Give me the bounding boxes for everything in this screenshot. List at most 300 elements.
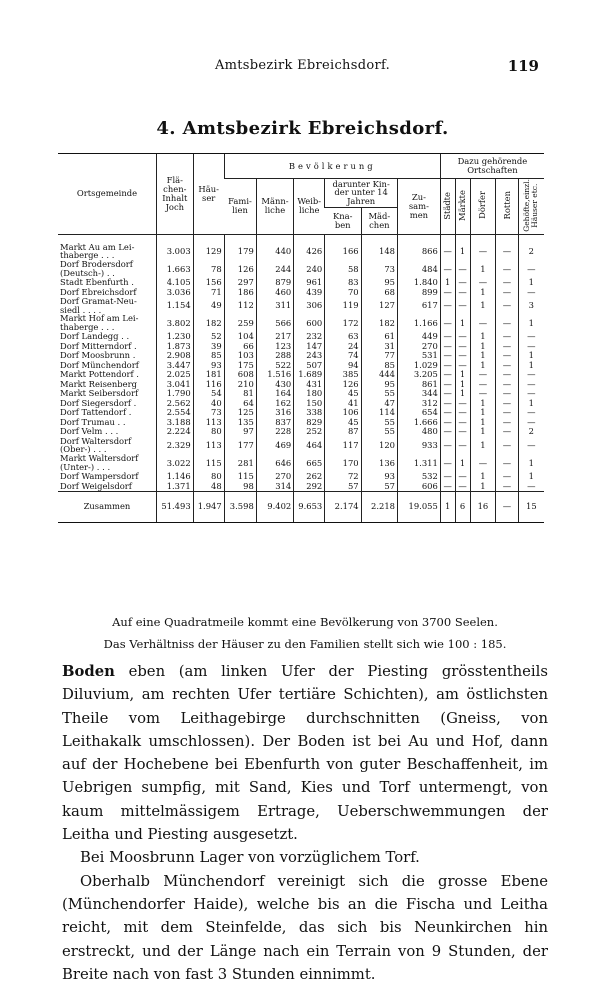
cell-maennl: 164 — [256, 389, 293, 399]
cell-ortsgemeinde: Dorf Trumau . . — [60, 416, 126, 427]
cell-maerkte: 1 — [455, 389, 470, 399]
cell-maerkte: 6 — [455, 491, 470, 522]
cell-rotten: — — [496, 260, 518, 278]
cell-knaben: 41 — [325, 399, 361, 409]
cell-weibl: 464 — [294, 437, 325, 455]
cell-zusammen: 1.666 — [398, 418, 441, 428]
cell-gehoefte: 1 — [518, 472, 544, 482]
cell-staedte: — — [440, 361, 455, 371]
header-doerfer: Dörfer — [470, 179, 496, 235]
cell-zusammen: 933 — [398, 437, 441, 455]
cell-haeuser: 71 — [193, 287, 224, 297]
cell-maennl: 9.402 — [256, 491, 293, 522]
cell-haeuser: 85 — [193, 351, 224, 361]
cell-flaeche: 1.146 — [156, 472, 193, 482]
cell-staedte: 1 — [440, 491, 455, 522]
cell-familien: 297 — [224, 278, 256, 288]
cell-haeuser: 182 — [193, 314, 224, 332]
cell-haeuser: 39 — [193, 342, 224, 352]
cell-maedchen: 77 — [361, 351, 397, 361]
cell-flaeche: 1.230 — [156, 332, 193, 342]
cell-zusammen: 617 — [398, 297, 441, 315]
cell-ortsgemeinde: Dorf Landegg . . — [60, 331, 130, 342]
table-row — [58, 418, 544, 428]
boden-keyword: Boden — [62, 663, 115, 680]
cell-weibl: 507 — [294, 361, 325, 371]
cell-maedchen: 61 — [361, 332, 397, 342]
cell-gehoefte: — — [518, 380, 544, 390]
cell-gehoefte: 1 — [518, 278, 544, 288]
cell-knaben: 45 — [325, 418, 361, 428]
cell-doerfer: 16 — [470, 491, 496, 522]
cell-zusammen: 866 — [398, 234, 441, 260]
cell-haeuser: 1.947 — [193, 491, 224, 522]
cell-staedte: — — [440, 287, 455, 297]
cell-familien: 98 — [224, 481, 256, 491]
cell-flaeche: 2.908 — [156, 351, 193, 361]
cell-maennl: 217 — [256, 332, 293, 342]
cell-flaeche: 1.371 — [156, 481, 193, 491]
cell-familien: 104 — [224, 332, 256, 342]
cell-knaben: 106 — [325, 408, 361, 418]
cell-knaben: 87 — [325, 427, 361, 437]
cell-maennl: 316 — [256, 408, 293, 418]
cell-ortsgemeinde: Zusammen — [58, 491, 156, 522]
cell-staedte: — — [440, 389, 455, 399]
cell-gehoefte: 1 — [518, 351, 544, 361]
cell-staedte: — — [440, 342, 455, 352]
cell-zusammen: 3.205 — [398, 370, 441, 380]
cell-doerfer: — — [470, 389, 496, 399]
cell-weibl: 240 — [294, 260, 325, 278]
cell-knaben: 70 — [325, 287, 361, 297]
cell-maennl: 314 — [256, 481, 293, 491]
cell-ortsgemeinde: Dorf Waltersdorf (Ober-) . . . — [60, 435, 132, 455]
cell-weibl: 439 — [294, 287, 325, 297]
cell-familien: 64 — [224, 399, 256, 409]
header-darunter: darunter Kin- der unter 14 Jahren — [325, 179, 398, 208]
cell-rotten: — — [496, 287, 518, 297]
cell-haeuser: 115 — [193, 454, 224, 472]
cell-ortsgemeinde: Stadt Ebenfurth . — [60, 277, 134, 288]
cell-zusammen: 654 — [398, 408, 441, 418]
cell-rotten: — — [496, 351, 518, 361]
cell-zusammen: 899 — [398, 287, 441, 297]
cell-maedchen: 136 — [361, 454, 397, 472]
cell-weibl: 600 — [294, 314, 325, 332]
cell-rotten: — — [496, 491, 518, 522]
cell-familien: 259 — [224, 314, 256, 332]
cell-gehoefte: — — [518, 260, 544, 278]
cell-ortsgemeinde: Markt Seibersdorf — [60, 388, 139, 399]
table-row — [58, 278, 544, 288]
cell-staedte: 1 — [440, 278, 455, 288]
cell-gehoefte: — — [518, 481, 544, 491]
note-ratio: Das Verhältniss der Häuser zu den Familien stellt sich wie 100 : 185. — [103, 637, 507, 651]
cell-maerkte: 1 — [455, 454, 470, 472]
cell-doerfer: — — [470, 314, 496, 332]
cell-maedchen: 182 — [361, 314, 397, 332]
table-row — [58, 454, 544, 472]
cell-gehoefte: — — [518, 332, 544, 342]
cell-knaben: 126 — [325, 380, 361, 390]
cell-zusammen: 312 — [398, 399, 441, 409]
cell-zusammen: 531 — [398, 351, 441, 361]
cell-ortsgemeinde: Dorf Mitterndorf . — [60, 340, 137, 351]
running-header — [0, 58, 605, 78]
cell-staedte: — — [440, 370, 455, 380]
header-zusammen: Zu- sam- men — [398, 179, 441, 235]
cell-knaben: 119 — [325, 297, 361, 315]
cell-staedte: — — [440, 437, 455, 455]
cell-rotten: — — [496, 389, 518, 399]
cell-knaben: 2.174 — [325, 491, 361, 522]
cell-ortsgemeinde: Dorf Weigelsdorf — [60, 480, 132, 491]
cell-knaben: 94 — [325, 361, 361, 371]
cell-maerkte: — — [455, 342, 470, 352]
cell-maedchen: 55 — [361, 389, 397, 399]
cell-weibl: 243 — [294, 351, 325, 361]
cell-maerkte: — — [455, 260, 470, 278]
cell-maerkte: — — [455, 437, 470, 455]
cell-maerkte: — — [455, 427, 470, 437]
cell-weibl: 9.653 — [294, 491, 325, 522]
cell-haeuser: 80 — [193, 472, 224, 482]
cell-weibl: 338 — [294, 408, 325, 418]
cell-weibl: 232 — [294, 332, 325, 342]
cell-knaben: 172 — [325, 314, 361, 332]
cell-ortsgemeinde: Dorf Ebreichsdorf — [60, 286, 137, 297]
cell-maedchen: 95 — [361, 278, 397, 288]
cell-zusammen: 861 — [398, 380, 441, 390]
cell-flaeche: 1.154 — [156, 297, 193, 315]
cell-gehoefte: 1 — [518, 361, 544, 371]
cell-zusammen: 1.311 — [398, 454, 441, 472]
table-row — [58, 234, 544, 260]
cell-maennl: 522 — [256, 361, 293, 371]
cell-ortsgemeinde: Dorf Brodersdorf (Deutsch-) . . — [60, 259, 133, 279]
cell-familien: 66 — [224, 342, 256, 352]
cell-haeuser: 129 — [193, 234, 224, 260]
cell-maennl: 469 — [256, 437, 293, 455]
cell-flaeche: 3.003 — [156, 234, 193, 260]
table-row — [58, 408, 544, 418]
header-ortsgemeinde: Ortsgemeinde — [58, 154, 156, 235]
cell-rotten: — — [496, 234, 518, 260]
cell-knaben: 170 — [325, 454, 361, 472]
cell-maerkte: — — [455, 297, 470, 315]
table-row — [58, 297, 544, 315]
cell-rotten: — — [496, 437, 518, 455]
cell-weibl: 665 — [294, 454, 325, 472]
cell-flaeche: 3.447 — [156, 361, 193, 371]
cell-gehoefte: 1 — [518, 314, 544, 332]
cell-familien: 608 — [224, 370, 256, 380]
cell-maedchen: 68 — [361, 287, 397, 297]
cell-zusammen: 1.840 — [398, 278, 441, 288]
cell-ortsgemeinde: Markt Waltersdorf (Unter-) . . . — [60, 453, 139, 473]
paragraph-torf: Bei Moosbrunn Lager von vorzüglichem Torf. — [80, 849, 420, 867]
cell-gehoefte: 1 — [518, 399, 544, 409]
cell-familien: 126 — [224, 260, 256, 278]
cell-ortsgemeinde: Markt Hof am Lei- thaberge . . . — [60, 313, 139, 333]
cell-maedchen: 148 — [361, 234, 397, 260]
cell-familien: 125 — [224, 408, 256, 418]
cell-ortsgemeinde: Dorf Tattendorf . — [60, 407, 132, 418]
cell-gehoefte: — — [518, 370, 544, 380]
cell-familien: 112 — [224, 297, 256, 315]
cell-haeuser: 181 — [193, 370, 224, 380]
cell-weibl: 252 — [294, 427, 325, 437]
cell-gehoefte: — — [518, 408, 544, 418]
cell-maennl: 460 — [256, 287, 293, 297]
header-flaechen: Flä- chen- Inhalt Joch — [156, 154, 193, 235]
cell-staedte: — — [440, 332, 455, 342]
cell-maedchen: 93 — [361, 472, 397, 482]
cell-rotten: — — [496, 332, 518, 342]
cell-ortsgemeinde: Dorf Gramat-Neu- siedl . . . . — [60, 295, 137, 315]
cell-knaben: 72 — [325, 472, 361, 482]
cell-rotten: — — [496, 472, 518, 482]
cell-weibl: 180 — [294, 389, 325, 399]
cell-maerkte: — — [455, 351, 470, 361]
cell-doerfer: — — [470, 380, 496, 390]
cell-maennl: 123 — [256, 342, 293, 352]
cell-maedchen: 95 — [361, 380, 397, 390]
cell-weibl: 1.689 — [294, 370, 325, 380]
cell-flaeche: 3.041 — [156, 380, 193, 390]
cell-zusammen: 1.029 — [398, 361, 441, 371]
cell-ortsgemeinde: Markt Pottendorf . — [60, 369, 139, 380]
cell-maennl: 228 — [256, 427, 293, 437]
cell-doerfer: 1 — [470, 437, 496, 455]
cell-flaeche: 2.025 — [156, 370, 193, 380]
cell-doerfer: — — [470, 234, 496, 260]
cell-weibl: 147 — [294, 342, 325, 352]
cell-haeuser: 116 — [193, 380, 224, 390]
cell-flaeche: 4.105 — [156, 278, 193, 288]
cell-doerfer: — — [470, 454, 496, 472]
cell-knaben: 57 — [325, 481, 361, 491]
cell-zusammen: 480 — [398, 427, 441, 437]
cell-rotten: — — [496, 427, 518, 437]
cell-maedchen: 120 — [361, 437, 397, 455]
cell-knaben: 45 — [325, 389, 361, 399]
cell-staedte: — — [440, 297, 455, 315]
cell-ortsgemeinde: Dorf Münchendorf — [60, 359, 139, 370]
cell-knaben: 58 — [325, 260, 361, 278]
cell-gehoefte: — — [518, 437, 544, 455]
cell-maennl: 646 — [256, 454, 293, 472]
cell-familien: 177 — [224, 437, 256, 455]
cell-staedte: — — [440, 472, 455, 482]
cell-maennl: 311 — [256, 297, 293, 315]
section-title: 4. Amtsbezirk Ebreichsdorf. — [156, 118, 449, 139]
cell-maennl: 270 — [256, 472, 293, 482]
cell-staedte: — — [440, 260, 455, 278]
cell-gehoefte: 15 — [518, 491, 544, 522]
cell-doerfer: — — [470, 370, 496, 380]
cell-rotten: — — [496, 342, 518, 352]
cell-flaeche: 51.493 — [156, 491, 193, 522]
cell-weibl: 292 — [294, 481, 325, 491]
cell-weibl: 150 — [294, 399, 325, 409]
cell-maennl: 288 — [256, 351, 293, 361]
cell-maedchen: 73 — [361, 260, 397, 278]
cell-maerkte: — — [455, 287, 470, 297]
cell-gehoefte: — — [518, 287, 544, 297]
cell-maerkte: 1 — [455, 370, 470, 380]
cell-maerkte: — — [455, 278, 470, 288]
table-row — [58, 437, 544, 455]
cell-ortsgemeinde: Dorf Wampersdorf — [60, 471, 139, 482]
cell-doerfer: 1 — [470, 472, 496, 482]
cell-zusammen: 484 — [398, 260, 441, 278]
cell-weibl: 262 — [294, 472, 325, 482]
cell-rotten: — — [496, 408, 518, 418]
cell-maennl: 244 — [256, 260, 293, 278]
cell-gehoefte: — — [518, 342, 544, 352]
header-weibliche: Weib- liche — [294, 179, 325, 235]
cell-familien: 103 — [224, 351, 256, 361]
paragraph-ebene: Oberhalb Münchendorf vereinigt sich die grosse Ebene (Münchendorfer Haide), welche bis an die Fischa und Leitha reicht, mit dem Steinfelde, das sich bis Neunkirchen hin erstreckt, und der Länge nach ein Terrain von 9 Stunden, der Breite nach von fast 3 Stunden einnimmt. — [62, 872, 548, 983]
cell-familien: 281 — [224, 454, 256, 472]
cell-doerfer: 1 — [470, 481, 496, 491]
cell-haeuser: 49 — [193, 297, 224, 315]
cell-familien: 210 — [224, 380, 256, 390]
cell-familien: 175 — [224, 361, 256, 371]
cell-staedte: — — [440, 314, 455, 332]
cell-maedchen: 114 — [361, 408, 397, 418]
cell-knaben: 385 — [325, 370, 361, 380]
cell-familien: 3.598 — [224, 491, 256, 522]
table-row — [58, 314, 544, 332]
cell-zusammen: 606 — [398, 481, 441, 491]
cell-maedchen: 85 — [361, 361, 397, 371]
note-density: Auf eine Quadratmeile kommt eine Bevölkerung von 3700 Seelen. — [112, 615, 498, 629]
cell-doerfer: 1 — [470, 361, 496, 371]
cell-gehoefte: 1 — [518, 454, 544, 472]
body-text — [62, 660, 548, 986]
cell-gehoefte: 2 — [518, 427, 544, 437]
cell-rotten: — — [496, 454, 518, 472]
cell-haeuser: 52 — [193, 332, 224, 342]
cell-staedte: — — [440, 481, 455, 491]
cell-zusammen: 532 — [398, 472, 441, 482]
header-maennliche: Männ- liche — [256, 179, 293, 235]
table-row — [58, 481, 544, 491]
cell-gehoefte: 2 — [518, 234, 544, 260]
cell-familien: 186 — [224, 287, 256, 297]
cell-haeuser: 113 — [193, 437, 224, 455]
cell-flaeche: 3.802 — [156, 314, 193, 332]
cell-rotten: — — [496, 399, 518, 409]
cell-doerfer: 1 — [470, 260, 496, 278]
cell-flaeche: 1.663 — [156, 260, 193, 278]
cell-doerfer: 1 — [470, 342, 496, 352]
cell-familien: 115 — [224, 472, 256, 482]
cell-maennl: 566 — [256, 314, 293, 332]
cell-weibl: 426 — [294, 234, 325, 260]
cell-flaeche: 1.790 — [156, 389, 193, 399]
cell-flaeche: 2.562 — [156, 399, 193, 409]
cell-knaben: 83 — [325, 278, 361, 288]
cell-haeuser: 40 — [193, 399, 224, 409]
cell-doerfer: 1 — [470, 351, 496, 361]
cell-rotten: — — [496, 380, 518, 390]
cell-staedte: — — [440, 427, 455, 437]
page-number: 119 — [507, 57, 539, 75]
header-maerkte: Märkte — [455, 179, 470, 235]
cell-haeuser: 54 — [193, 389, 224, 399]
cell-familien: 97 — [224, 427, 256, 437]
cell-haeuser: 73 — [193, 408, 224, 418]
cell-rotten: — — [496, 297, 518, 315]
cell-gehoefte: 3 — [518, 297, 544, 315]
cell-maerkte: 1 — [455, 234, 470, 260]
cell-familien: 81 — [224, 389, 256, 399]
cell-zusammen: 1.166 — [398, 314, 441, 332]
cell-ortsgemeinde: Dorf Velm . . . — [60, 426, 119, 437]
cell-zusammen: 270 — [398, 342, 441, 352]
paragraph-boden: Boden eben (am linken Ufer der Piesting grösstentheils Diluvium, am rechten Ufer tertiäre Schichten), am östlichsten Theile vom Leithagebirge durchschnitten (Gneiss, von Leithakalk umschlossen). Der Boden ist bei Au und Hof, dann auf der Hochebene bei Ebenfurth von guter Beschaffenheit, im Uebrigen sumpfig, mit Sand, Kies und Torf untermengt, von kaum mittelmässigem Ertrage, Ueberschwemmungen der Leitha und Piesting ausgesetzt. — [62, 663, 548, 844]
cell-doerfer: 1 — [470, 332, 496, 342]
cell-staedte: — — [440, 399, 455, 409]
cell-weibl: 306 — [294, 297, 325, 315]
total-row — [58, 491, 544, 522]
header-familien: Fami- lien — [224, 179, 256, 235]
cell-flaeche: 2.329 — [156, 437, 193, 455]
cell-haeuser: 80 — [193, 427, 224, 437]
cell-staedte: — — [440, 454, 455, 472]
cell-flaeche: 3.036 — [156, 287, 193, 297]
header-gehoefte: Gehöfte,einzl. Häuser etc. — [518, 179, 544, 235]
cell-haeuser: 48 — [193, 481, 224, 491]
cell-maerkte: 1 — [455, 380, 470, 390]
cell-maedchen: 55 — [361, 427, 397, 437]
cell-doerfer: 1 — [470, 427, 496, 437]
cell-ortsgemeinde: Markt Reisenberg — [60, 378, 137, 389]
cell-maennl: 162 — [256, 399, 293, 409]
cell-rotten: — — [496, 370, 518, 380]
cell-flaeche: 3.188 — [156, 418, 193, 428]
cell-familien: 179 — [224, 234, 256, 260]
header-rotten: Rotten — [496, 179, 518, 235]
cell-doerfer: 1 — [470, 287, 496, 297]
table-row — [58, 260, 544, 278]
cell-haeuser: 93 — [193, 361, 224, 371]
cell-flaeche: 2.554 — [156, 408, 193, 418]
cell-zusammen: 449 — [398, 332, 441, 342]
cell-flaeche: 1.873 — [156, 342, 193, 352]
cell-maerkte: — — [455, 481, 470, 491]
header-maedchen: Mäd- chen — [361, 207, 397, 234]
cell-doerfer: 1 — [470, 418, 496, 428]
table-row — [58, 472, 544, 482]
header-haeuser: Häu- ser — [193, 154, 224, 235]
cell-gehoefte: — — [518, 418, 544, 428]
cell-doerfer: 1 — [470, 408, 496, 418]
cell-ortsgemeinde: Dorf Moosbrunn . — [60, 350, 136, 361]
table-body — [58, 234, 544, 522]
cell-maennl: 879 — [256, 278, 293, 288]
cell-knaben: 74 — [325, 351, 361, 361]
cell-staedte: — — [440, 418, 455, 428]
header-bevoelkerung: Bevölkerung — [224, 154, 440, 179]
cell-rotten: — — [496, 361, 518, 371]
cell-maedchen: 444 — [361, 370, 397, 380]
cell-weibl: 961 — [294, 278, 325, 288]
